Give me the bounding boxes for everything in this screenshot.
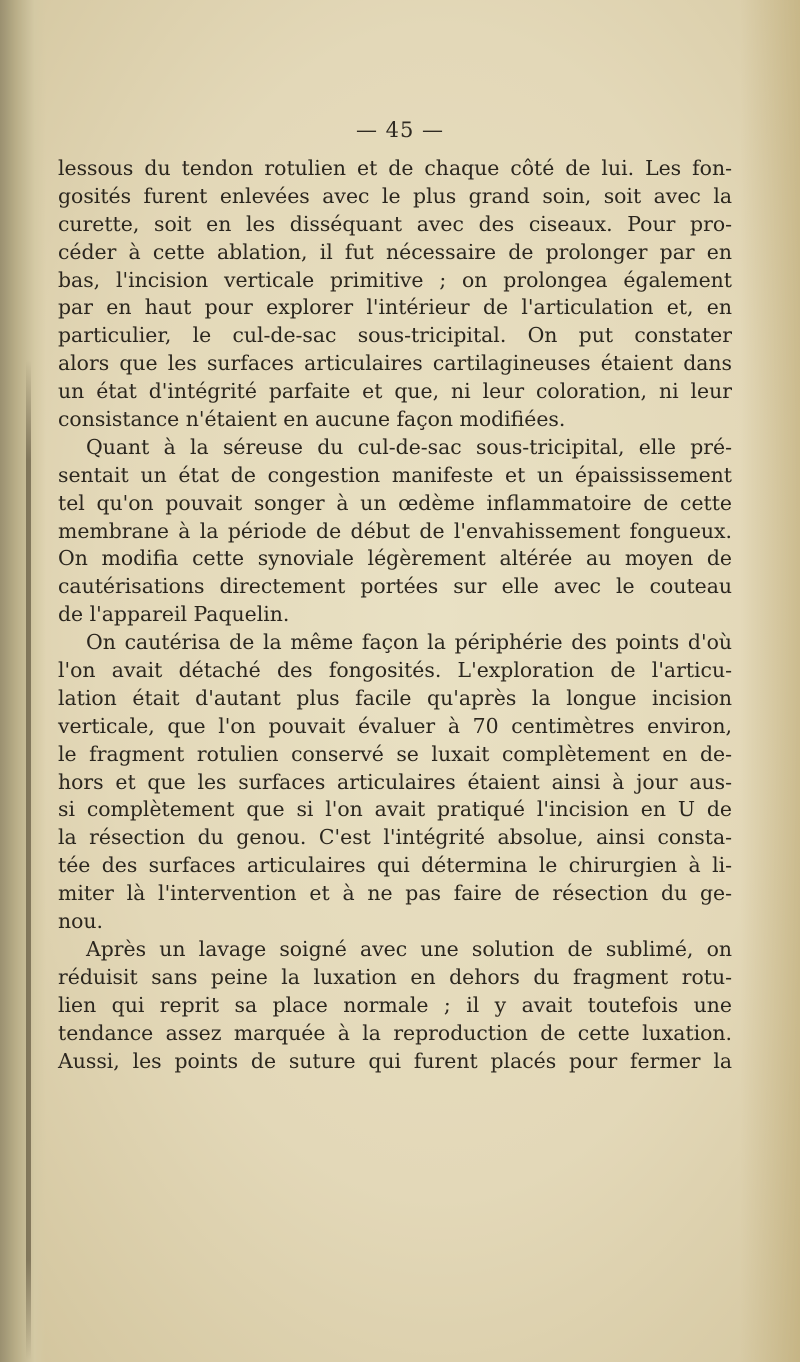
text-line: On modifia cette synoviale légèrement altérée au moyen de bbox=[58, 546, 732, 571]
text-line: membrane à la période de début de l'envahissement fongueux. bbox=[58, 518, 732, 543]
text-line: consistance n'étaient en aucune façon modifiées. bbox=[58, 407, 566, 432]
binding-shadow bbox=[0, 0, 46, 1362]
text-line: tel qu'on pouvait songer à un œdème inflammatoire de cette bbox=[58, 490, 732, 515]
text-line: Après un lavage soigné avec une solution de sublimé, on bbox=[86, 936, 732, 961]
text-line: cautérisations directement portées sur elle avec le couteau bbox=[58, 574, 732, 599]
text-line: lien qui reprit sa place normale ; il y avait toutefois une bbox=[58, 992, 732, 1017]
text-line: miter là l'intervention et à ne pas faire de résection du ge- bbox=[58, 881, 732, 906]
text-line: gosités furent enlevées avec le plus grand soin, soit avec la bbox=[58, 183, 732, 208]
text-line: le fragment rotulien conservé se luxait complètement en de- bbox=[58, 741, 732, 766]
text-line: lessous du tendon rotulien et de chaque côté de lui. Les fon- bbox=[58, 156, 732, 180]
text-line: par en haut pour explorer l'intérieur de l'articulation et, en bbox=[58, 295, 732, 320]
page-edge-stain bbox=[740, 0, 800, 1362]
text-line: bas, l'incision verticale primitive ; on prolongea également bbox=[58, 267, 732, 292]
text-line: réduisit sans peine la luxation en dehors du fragment rotu- bbox=[58, 964, 732, 989]
text-line: tée des surfaces articulaires qui détermina le chirurgien à li- bbox=[58, 853, 732, 878]
text-line: de l'appareil Paquelin. bbox=[58, 602, 290, 627]
text-line: hors et que les surfaces articulaires étaient ainsi à jour aus- bbox=[58, 769, 732, 794]
text-line: verticale, que l'on pouvait évaluer à 70 centimètres environ, bbox=[58, 713, 732, 738]
text-line: On cautérisa de la même façon la périphérie des points d'où bbox=[86, 630, 732, 655]
page-number: — 45 — bbox=[355, 118, 445, 142]
text-line: céder à cette ablation, il fut nécessaire de prolonger par en bbox=[58, 239, 732, 264]
text-line: particulier, le cul-de-sac sous-tricipital. On put constater bbox=[58, 323, 732, 348]
text-line: un état d'intégrité parfaite et que, ni leur coloration, ni leur bbox=[58, 379, 732, 404]
text-line: alors que les surfaces articulaires cartilagineuses étaient dans bbox=[58, 351, 732, 376]
text-line: sentait un état de congestion manifeste et un épaississement bbox=[58, 462, 732, 487]
text-line: l'on avait détaché des fongosités. L'exploration de l'articu- bbox=[58, 658, 732, 683]
text-line: lation était d'autant plus facile qu'après la longue incision bbox=[58, 685, 732, 710]
text-line: tendance assez marquée à la reproduction de cette luxation. bbox=[58, 1020, 732, 1045]
body-text bbox=[58, 155, 732, 1075]
text-line: si complètement que si l'on avait pratiqué l'incision en U de bbox=[58, 797, 732, 822]
text-line: Aussi, les points de suture qui furent placés pour fermer la bbox=[58, 1048, 732, 1073]
text-line: Quant à la séreuse du cul-de-sac sous-tricipital, elle pré- bbox=[86, 434, 732, 459]
text-line: nou. bbox=[58, 909, 104, 934]
binding-edge bbox=[26, 360, 31, 1360]
text-line: curette, soit en les disséquant avec des ciseaux. Pour pro- bbox=[58, 211, 732, 236]
text-line: la résection du genou. C'est l'intégrité absolue, ainsi consta- bbox=[58, 825, 732, 850]
